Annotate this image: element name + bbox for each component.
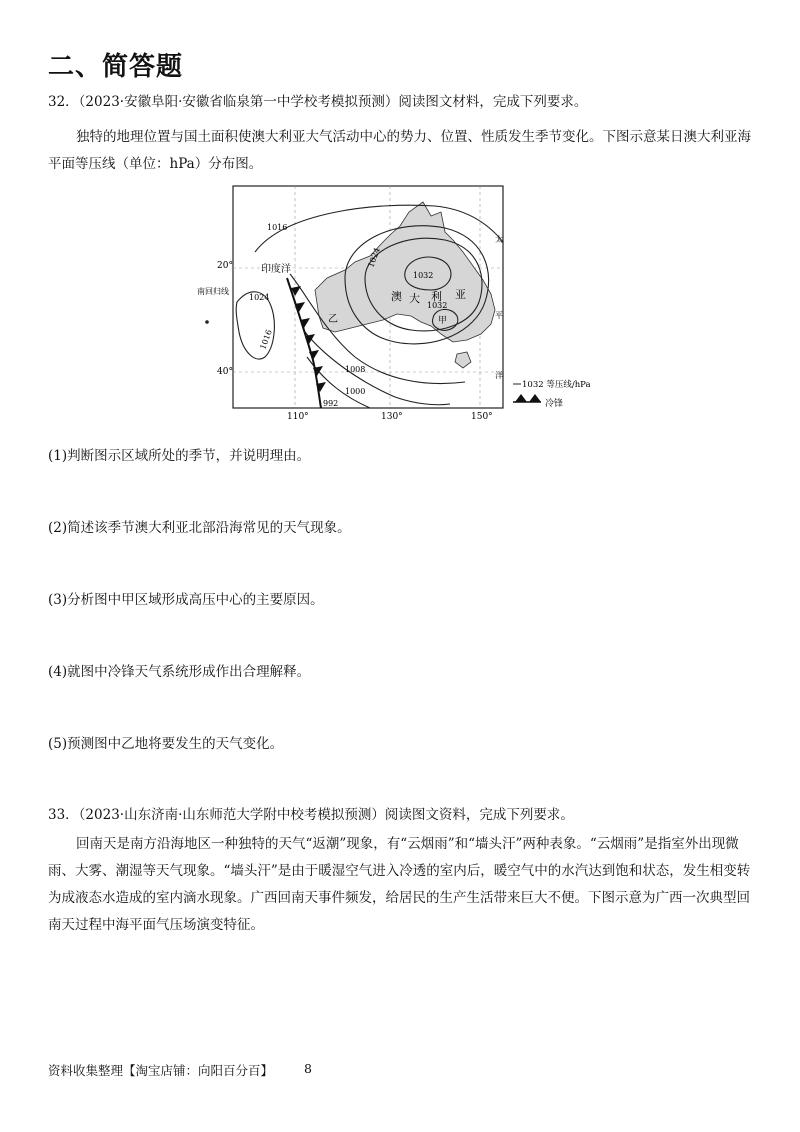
- isobar-label: 1008: [345, 365, 366, 374]
- point-jia: 甲: [438, 316, 448, 326]
- question-32-header: 32．（2023·安徽阜阳·安徽省临泉第一中学校考模拟预测）阅读图文材料，完成下列要求。: [48, 94, 588, 110]
- question-32-sub-4: (4)就图中冷锋天气系统形成作出合理解释。: [48, 664, 311, 680]
- section-title: 二、简答题: [48, 52, 184, 82]
- legend-front-symbol: [513, 394, 541, 402]
- question-32-sub-3: (3)分析图中甲区域形成高压中心的主要原因。: [48, 592, 324, 608]
- isobar-label: 1032: [427, 301, 448, 310]
- isobar-label: 1016: [267, 223, 288, 232]
- isobar-label: 1032: [413, 271, 434, 280]
- question-32-sub-2: (2)简述该季节澳大利亚北部沿海常见的天气现象。: [48, 520, 351, 536]
- lon-label-110: 110°: [287, 412, 309, 422]
- lat-label-20: 20°: [217, 261, 233, 271]
- side-char: 洋: [495, 371, 503, 380]
- question-32-sub-1: (1)判断图示区域所处的季节，并说明理由。: [48, 448, 311, 464]
- country-char: 大: [409, 292, 420, 305]
- lat-label-40: 40°: [217, 367, 233, 377]
- question-33-header: 33．（2023·山东济南·山东师范大学附中校考模拟预测）阅读图文资料，完成下列要求。: [48, 807, 574, 823]
- legend-isobar-label: 1032 等压线/hPa: [522, 380, 591, 390]
- side-char: 平: [495, 311, 503, 320]
- isobar-label: 1024: [366, 246, 382, 269]
- australia-isobar-map: [195, 182, 595, 422]
- country-char: 亚: [455, 288, 466, 301]
- footer-source: 资料收集整理【淘宝店铺：向阳百分百】: [48, 1063, 274, 1078]
- isobar-label: 1016: [258, 328, 274, 351]
- side-char: 太: [495, 235, 503, 244]
- page-number: 8: [304, 1061, 312, 1076]
- tropic-label: 南回归线: [197, 287, 229, 296]
- legend-front-label: 冷锋: [545, 399, 564, 409]
- lon-label-130: 130°: [381, 412, 403, 422]
- question-32-sub-5: (5)预测图中乙地将要发生的天气变化。: [48, 736, 284, 752]
- point-yi: 乙: [328, 314, 338, 325]
- ocean-label: 印度洋: [261, 264, 291, 275]
- lon-label-150: 150°: [471, 412, 493, 422]
- question-32-material: 独特的地理位置与国土面积使澳大利亚大气活动中心的势力、位置、性质发生季节变化。下图示意某日澳大利亚海平面等压线（单位：hPa）分布图。: [48, 129, 751, 172]
- country-char: 利: [431, 290, 442, 303]
- isobar-label: 992: [323, 399, 339, 408]
- isobar-label: 1024: [249, 293, 270, 302]
- map-dot: [205, 320, 209, 324]
- question-33-material: 回南天是南方沿海地区一种独特的天气“返潮”现象，有“云烟雨”和“墙头汗”两种表象。“云烟雨”是指室外出现微雨、大雾、潮湿等天气现象。“墙头汗”是由于暖湿空气进入冷透的室内后，暖空气中的水汽达到饱和状态，发生相变转为成液态水造成的室内滴水现象。广西回南天事件频发，给居民的生产生活带来巨大不便。下图示意为广西一次典型回南天过程中海平面气压场演变特征。: [48, 836, 751, 933]
- isobar-label: 1000: [345, 387, 366, 396]
- country-char: 澳: [391, 290, 402, 303]
